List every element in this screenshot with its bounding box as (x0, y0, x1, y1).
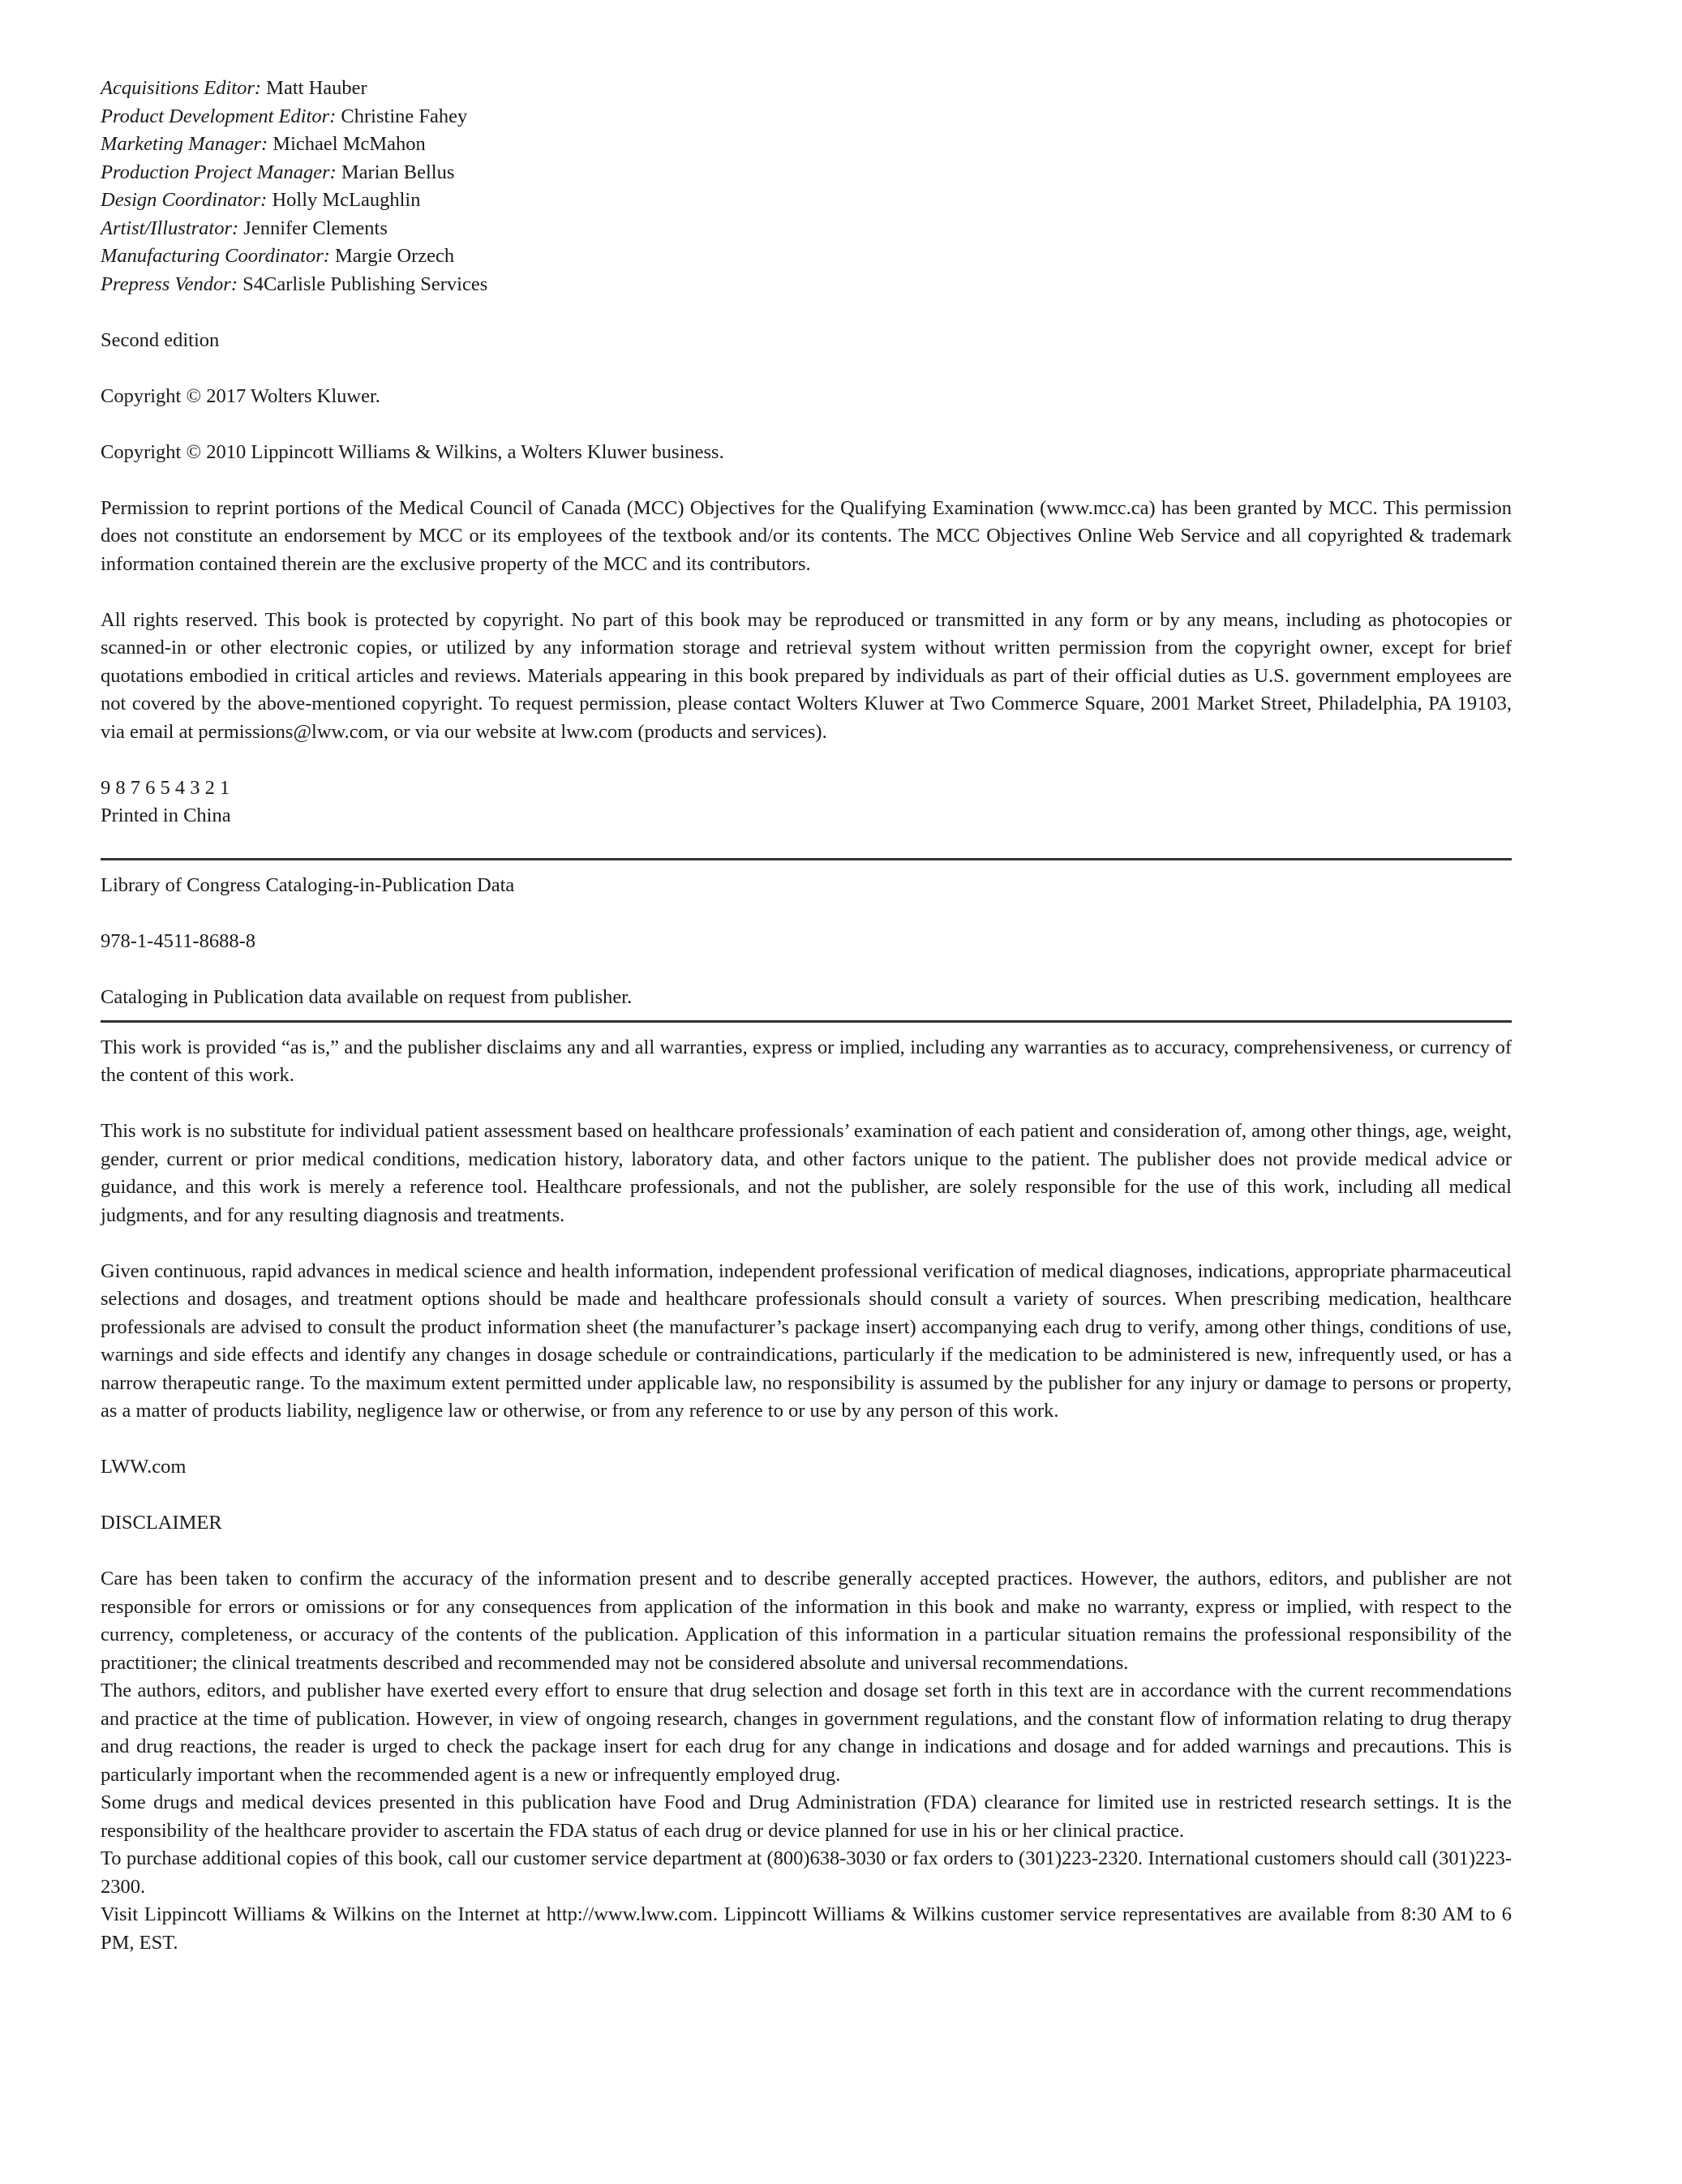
credit-name: Marian Bellus (341, 161, 455, 183)
credit-name: Michael McMahon (272, 133, 426, 155)
printed-in: Printed in China (101, 805, 231, 826)
credit-line (101, 187, 1512, 215)
rights-paragraph: All rights reserved. This book is protected by copyright. No part of this book may be reproduced or transmitted in any form or by any means, including as photocopies or scanned-in or other electronic copies, or utilized by any information storage and retrieval system without written permission from the copyright owner, except for brief quotations embodied in critical articles and reviews. Materials appearing in this book prepared by individuals as part of their official duties as U.S. government employees are not covered by the above-mentioned copyright. To request permission, please contact Wolters Kluwer at Two Commerce Square, 2001 Market Street, Philadelphia, PA 19103, via email at permissions@lww.com, or via our website at lww.com (products and services). (101, 608, 1512, 743)
credit-role: Production Project Manager: (101, 161, 337, 183)
credit-line (101, 215, 1512, 243)
credits-list (101, 75, 1512, 298)
credit-name: Christine Fahey (341, 105, 468, 127)
disclaimer-paragraph: Visit Lippincott Williams & Wilkins on the Internet at http://www.lww.com. Lippincott Williams & Wilkins customer service representatives are available from 8:30 AM to 6 PM, EST. (101, 1903, 1512, 1954)
credit-line (101, 103, 1512, 131)
website-line: LWW.com (101, 1456, 187, 1478)
cip-top-divider (101, 858, 1512, 860)
cip-heading: Library of Congress Cataloging-in-Publication Data (101, 874, 515, 896)
copyright-previous: Copyright © 2010 Lippincott Williams & Wilkins, a Wolters Kluwer business. (101, 440, 724, 463)
disclaimer-paragraph: Care has been taken to confirm the accuracy of the information present and to describe generally accepted practices. However, the authors, editors, and publisher are not responsible for errors or omissions or for any consequences from application of the information in this book and make no warranty, express or implied, with respect to the currency, completeness, or accuracy of the contents of the publication. Application of this information in a particular situation remains the professional responsibility of the practitioner; the clinical treatments described and recommended may not be considered absolute and universal recommendations. (101, 1568, 1512, 1674)
credit-line (101, 159, 1512, 187)
copyright-current: Copyright © 2017 Wolters Kluwer. (101, 384, 380, 407)
credit-line (101, 75, 1512, 103)
as-is-paragraph: This work is provided “as is,” and the publisher disclaims any and all warranties, express or implied, including any warranties as to accuracy, comprehensiveness, or currency of the content of this work. (101, 1036, 1512, 1086)
isbn: 978-1-4511-8688-8 (101, 930, 255, 952)
credit-role: Product Development Editor: (101, 105, 337, 127)
cip-block (101, 872, 1512, 1012)
disclaimer-body (101, 1565, 1512, 1957)
disclaimer-paragraph: The authors, editors, and publisher have exerted every effort to ensure that drug selection and dosage set forth in this text are in accordance with the current recommendations and practice at the time of publication. However, in view of ongoing research, changes in government regulations, and the constant flow of information relating to drug therapy and drug reactions, the reader is urged to check the package insert for each drug for any change in indications and dosage and for added warnings and precautions. This is particularly important when the recommended agent is a new or infrequently employed drug. (101, 1680, 1512, 1786)
no-substitute-paragraph: This work is no substitute for individual patient assessment based on healthcare professionals’ examination of each patient and consideration of, among other things, age, weight, gender, current or prior medical conditions, medication history, laboratory data, and other factors unique to the patient. The publisher does not provide medical advice or guidance, and this work is merely a reference tool. Healthcare professionals, and not the publisher, are solely responsible for the use of this work, including all medical judgments, and for any resulting diagnosis and treatments. (101, 1120, 1512, 1226)
print-info (101, 774, 1512, 830)
credit-role: Prepress Vendor: (101, 272, 238, 295)
edition-statement: Second edition (101, 328, 220, 351)
disclaimer-paragraph: To purchase additional copies of this book, call our customer service department at (800)638-3030 or fax orders to (301)223-2320. International customers should call (301)223-2300. (101, 1847, 1512, 1898)
credit-role: Design Coordinator: (101, 189, 268, 211)
credit-role: Manufacturing Coordinator: (101, 245, 330, 267)
credit-name: S4Carlisle Publishing Services (242, 272, 488, 295)
advances-paragraph: Given continuous, rapid advances in medical science and health information, independent professional verification of medical diagnoses, indications, appropriate pharmaceutical selections and dosages, and treatment options should be made and healthcare professionals should consult a variety of sources. When prescribing medication, healthcare professionals are advised to consult the product information sheet (the manufacturer’s package insert) accompanying each drug to verify, among other things, conditions of use, warnings and side effects and identify any changes in dosage schedule or contraindications, particularly if the medication to be administered is new, infrequently used, or has a narrow therapeutic range. To the maximum extent permitted under applicable law, no responsibility is assumed by the publisher for any injury or damage to persons or property, as a matter of products liability, negligence law or otherwise, or from any reference to or use by any person of this work. (101, 1259, 1512, 1422)
credit-name: Margie Orzech (335, 245, 455, 267)
credit-role: Artist/Illustrator: (101, 217, 239, 239)
credit-role: Marketing Manager: (101, 133, 268, 155)
credit-line (101, 242, 1512, 271)
credit-name: Jennifer Clements (243, 217, 388, 239)
cip-bottom-divider (101, 1020, 1512, 1023)
credit-role: Acquisitions Editor: (101, 77, 262, 99)
cip-note: Cataloging in Publication data available on request from publisher. (101, 986, 633, 1008)
disclaimer-heading: DISCLAIMER (101, 1512, 222, 1534)
copyright-page (101, 75, 1512, 1957)
disclaimer-paragraph: Some drugs and medical devices presented in this publication have Food and Drug Administration (FDA) clearance for limited use in restricted research settings. It is the responsibility of the healthcare provider to ascertain the FDA status of each drug or device planned for use in his or her clinical practice. (101, 1791, 1512, 1842)
credit-name: Holly McLaughlin (272, 189, 421, 211)
mcc-permission-paragraph: Permission to reprint portions of the Medical Council of Canada (MCC) Objectives for the Qualifying Examination (www.mcc.ca) has been granted by MCC. This permission does not constitute an endorsement by MCC or its employees of the textbook and/or its contents. The MCC Objectives Online Web Service and all copyrighted & trademark information contained therein are the exclusive property of the MCC and its contributors. (101, 496, 1512, 575)
credit-line (101, 131, 1512, 159)
credit-name: Matt Hauber (266, 77, 367, 99)
print-line: 9 8 7 6 5 4 3 2 1 (101, 776, 230, 799)
credit-line (101, 271, 1512, 299)
